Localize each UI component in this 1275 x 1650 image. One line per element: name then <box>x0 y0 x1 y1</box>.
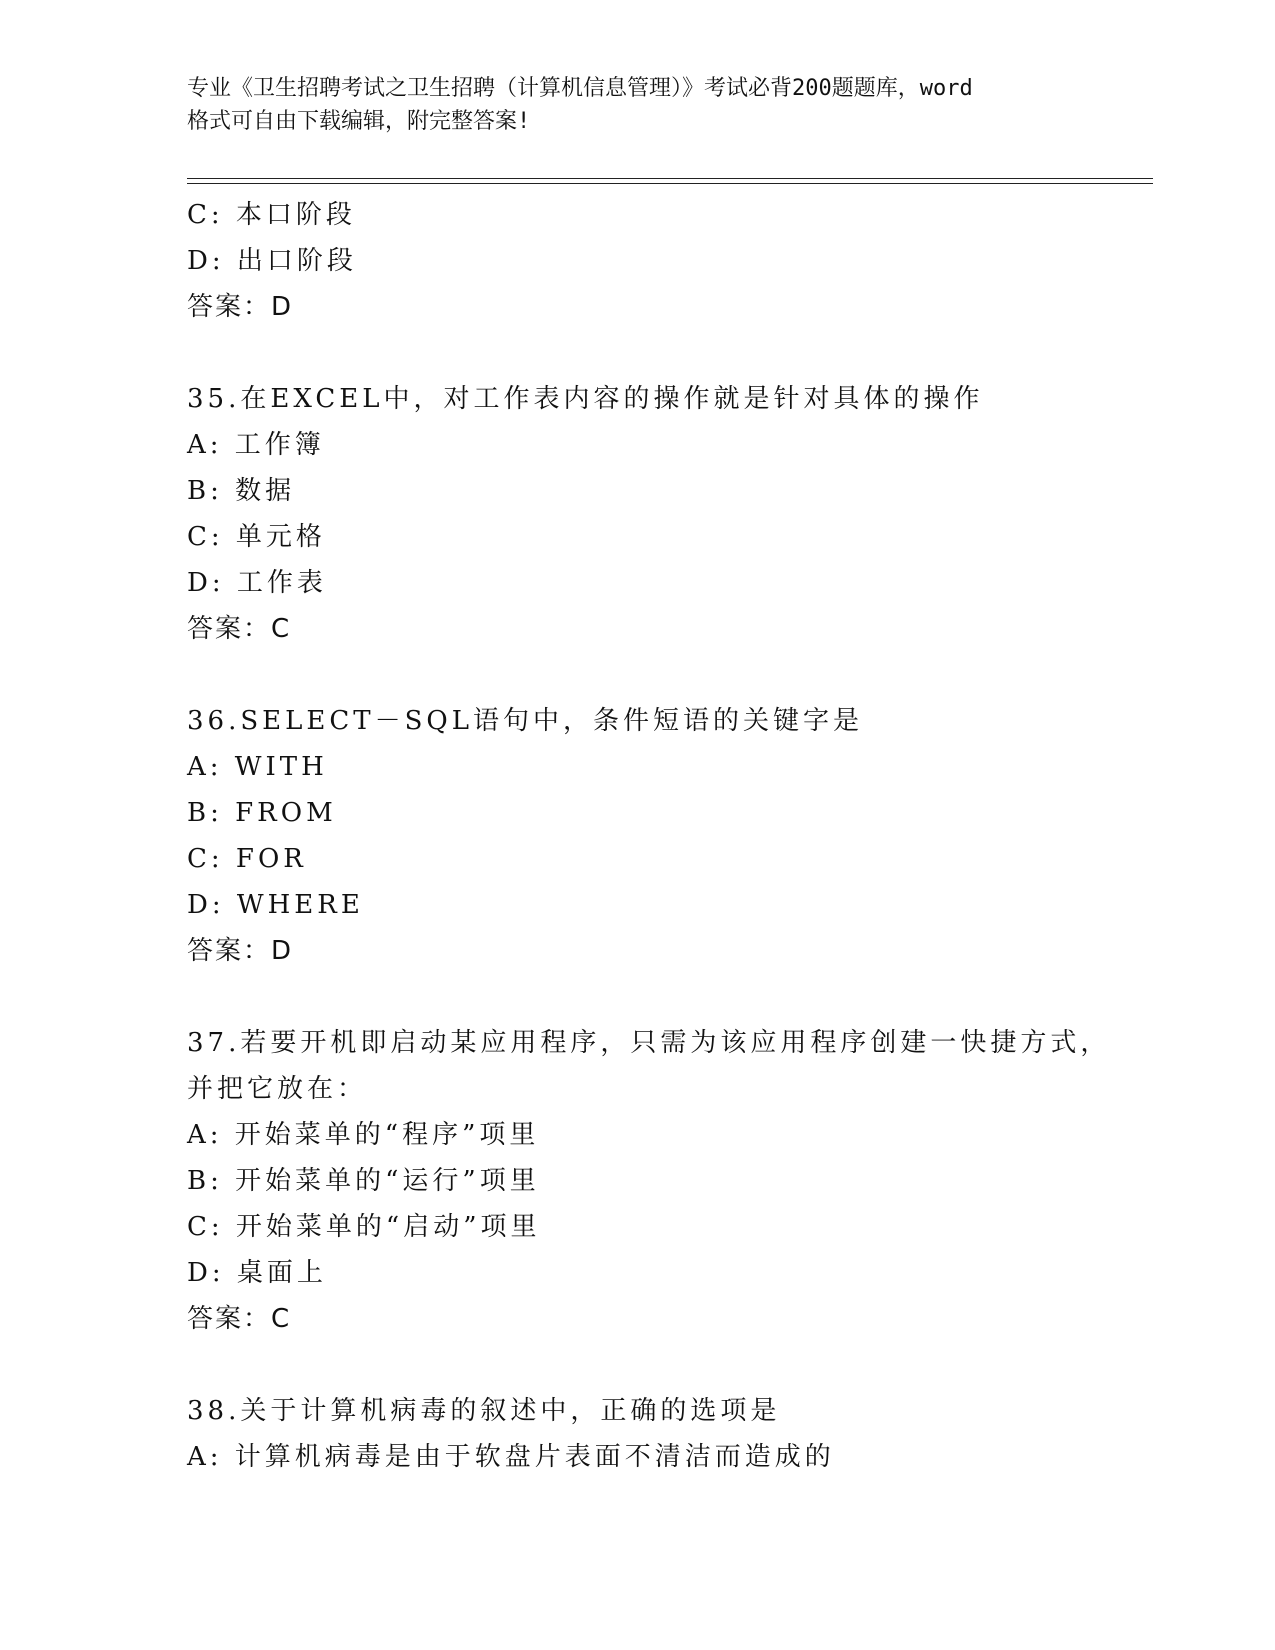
question-block <box>187 1388 1153 1480</box>
block-spacer <box>187 652 1153 698</box>
question-text: 36.SELECT－SQL语句中，条件短语的关键字是 <box>187 706 864 736</box>
question-text: 38.关于计算机病毒的叙述中，正确的选项是 <box>187 1396 781 1426</box>
question-block <box>187 376 1153 652</box>
question-text: 37.若要开机即启动某应用程序，只需为该应用程序创建一快捷方式， <box>187 1028 1111 1058</box>
question-list <box>187 192 1153 1480</box>
option-b: B: 开始菜单的“运行”项里 <box>187 1166 540 1196</box>
option-d: D: 桌面上 <box>187 1258 327 1288</box>
option-c: C: 本口阶段 <box>187 200 356 230</box>
option-d: D: WHERE <box>187 890 364 920</box>
answer-line: 答案：D <box>187 936 294 966</box>
block-spacer <box>187 330 1153 376</box>
header-line-2: 格式可自由下载编辑，附完整答案! <box>187 109 531 134</box>
question-text-continued: 并把它放在： <box>187 1074 368 1104</box>
option-c: C: 开始菜单的“启动”项里 <box>187 1212 541 1242</box>
option-c: C: FOR <box>187 844 307 874</box>
option-a: A: 开始菜单的“程序”项里 <box>187 1120 540 1150</box>
question-block <box>187 1020 1153 1342</box>
question-block <box>187 698 1153 974</box>
header-divider-top <box>187 178 1153 179</box>
block-spacer <box>187 1342 1153 1388</box>
header-line-1: 专业《卫生招聘考试之卫生招聘（计算机信息管理）》考试必背200题题库，word <box>187 76 973 101</box>
option-a: A: WITH <box>187 752 328 782</box>
header-divider-bottom <box>187 183 1153 184</box>
answer-line: 答案：C <box>187 614 292 644</box>
option-a: A: 计算机病毒是由于软盘片表面不清洁而造成的 <box>187 1442 835 1472</box>
option-d: D: 出口阶段 <box>187 246 357 276</box>
block-spacer <box>187 974 1153 1020</box>
option-d: D: 工作表 <box>187 568 327 598</box>
question-text: 35.在EXCEL中，对工作表内容的操作就是针对具体的操作 <box>187 384 984 414</box>
option-a: A: 工作簿 <box>187 430 325 460</box>
answer-line: 答案：C <box>187 1304 292 1334</box>
option-c: C: 单元格 <box>187 522 326 552</box>
answer-line: 答案：D <box>187 292 294 322</box>
option-b: B: 数据 <box>187 476 296 506</box>
question-block <box>187 192 1153 330</box>
option-b: B: FROM <box>187 798 337 828</box>
document-header <box>187 72 1087 138</box>
